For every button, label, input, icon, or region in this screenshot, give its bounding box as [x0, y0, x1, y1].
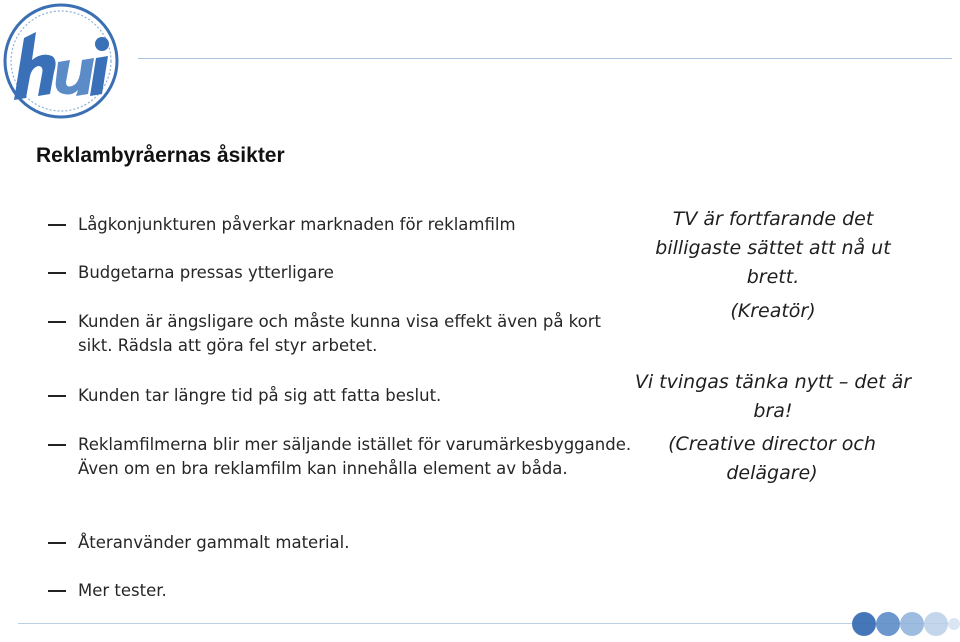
bullet-text: Mer tester.	[78, 581, 167, 600]
bottom-divider	[18, 623, 958, 624]
quote-text: TV är fortfarande det billigaste sättet att nå ut brett.	[655, 208, 891, 288]
bullet-text: Kunden är ängsligare och måste kunna visa effekt även på kort sikt. Rädsla att göra fel styr arbetet.	[78, 312, 601, 355]
decorative-dots-icon	[848, 606, 960, 642]
dash-icon	[48, 444, 66, 446]
dash-icon	[48, 224, 66, 226]
list-item	[78, 531, 638, 555]
quote-attribution: (Creative director och delägare)	[668, 433, 876, 484]
dash-icon	[48, 321, 66, 323]
quote-text: Vi tvingas tänka nytt – det är bra!	[634, 371, 912, 422]
list-item	[78, 433, 638, 481]
dash-icon	[48, 395, 66, 397]
list-item	[78, 213, 638, 237]
bullet-text: Budgetarna pressas ytterligare	[78, 263, 334, 282]
quote-attribution: (Kreatör)	[730, 300, 816, 322]
dash-icon	[48, 272, 66, 274]
bullet-text: Återanvänder gammalt material.	[78, 533, 350, 552]
bullet-text: Lågkonjunkturen påverkar marknaden för reklamfilm	[78, 215, 516, 234]
dash-icon	[48, 590, 66, 592]
dash-icon	[48, 542, 66, 544]
list-item	[78, 579, 638, 603]
bullet-text: Kunden tar längre tid på sig att fatta beslut.	[78, 386, 442, 405]
slide-title: Reklambyråernas åsikter	[36, 144, 285, 167]
list-item	[78, 261, 638, 285]
list-item	[78, 384, 638, 408]
bullet-text: Reklamfilmerna blir mer säljande istället för varumärkesbyggande. Även om en bra reklamfilm kan innehålla element av båda.	[78, 435, 632, 478]
list-item	[78, 310, 638, 358]
